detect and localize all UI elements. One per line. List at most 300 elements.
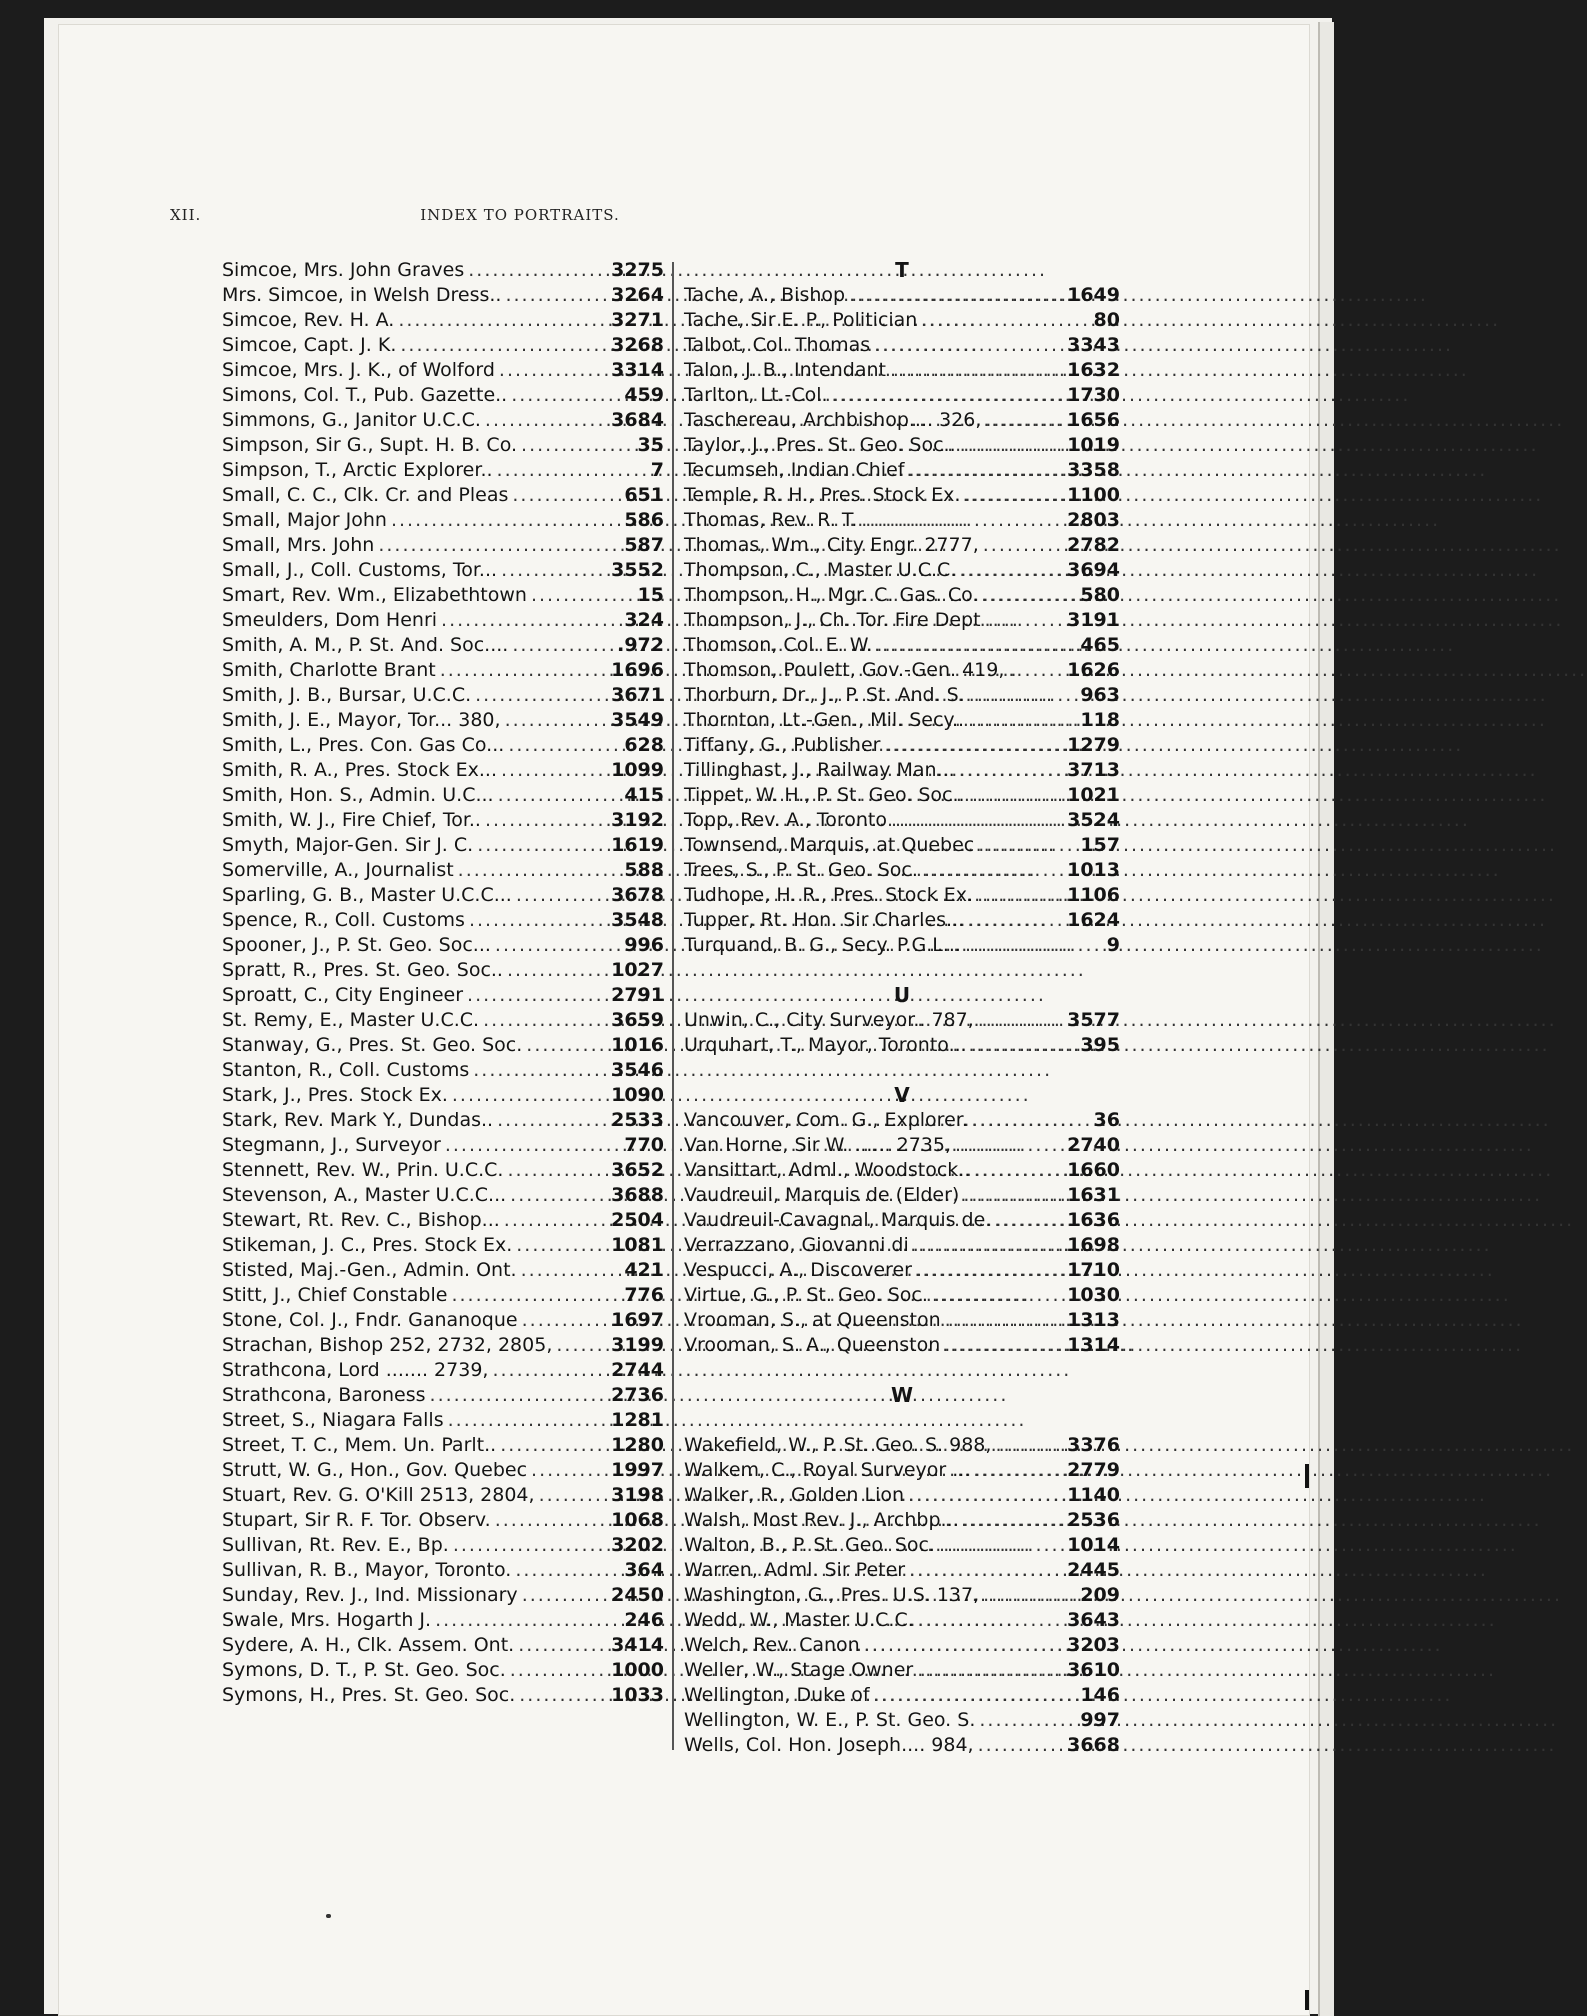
dot-leader <box>448 1408 608 1433</box>
entry-name: Wellington, Duke of <box>684 1684 870 1706</box>
entry-page-number: 3678 <box>611 884 664 906</box>
entry-page-number: 9 <box>1106 934 1120 956</box>
index-entry <box>222 1558 664 1583</box>
entry-name: Simons, Col. T., Pub. Gazette.. <box>222 384 508 406</box>
index-entry <box>672 1108 1120 1133</box>
dot-leader <box>500 1433 607 1458</box>
entry-name: Strachan, Bishop 252, 2732, 2805, <box>222 1334 553 1356</box>
dot-leader <box>539 1483 608 1508</box>
dot-leader <box>522 1583 607 1608</box>
dot-leader <box>473 1058 607 1083</box>
entry-name: Smith, L., Pres. Con. Gas Co... <box>222 734 505 756</box>
entry-name: Small, J., Coll. Customs, Tor... <box>222 559 498 581</box>
index-entry <box>222 1408 664 1433</box>
index-entry <box>222 1533 664 1558</box>
left-column <box>222 258 664 1708</box>
dot-leader <box>849 283 1063 308</box>
index-entry <box>222 958 664 983</box>
index-entry <box>222 808 664 833</box>
dot-leader <box>522 1308 608 1333</box>
dot-leader <box>969 783 1064 808</box>
entry-name: Tecumseh, Indian Chief <box>684 459 905 481</box>
entry-page-number: 996 <box>624 934 664 956</box>
dot-leader <box>526 1033 607 1058</box>
section-gap <box>672 958 1120 983</box>
entry-page-number: 35 <box>637 434 664 456</box>
entry-name: Vespucci, A., Discoverer <box>684 1259 912 1281</box>
index-entry <box>222 283 664 308</box>
entry-name: Wedd, W., Master U.C.C. <box>684 1609 914 1631</box>
entry-page-number: 1656 <box>1067 409 1120 431</box>
dot-leader <box>452 1083 607 1108</box>
entry-page-number: 1696 <box>611 659 664 681</box>
entry-name: Simpson, Sir G., Supt. H. B. Co. <box>222 434 518 456</box>
entry-page-number: 1140 <box>1067 1484 1120 1506</box>
entry-page-number: 1660 <box>1067 1159 1120 1181</box>
index-entry <box>672 383 1120 408</box>
entry-page-number: 3668 <box>1067 1734 1120 1756</box>
index-entry <box>222 883 664 908</box>
index-entry <box>672 1133 1120 1158</box>
entry-page-number: 1013 <box>1067 859 1120 881</box>
dot-leader <box>968 908 1063 933</box>
entry-page-number: 2803 <box>1067 509 1120 531</box>
entry-page-number: 1314 <box>1067 1334 1120 1356</box>
entry-page-number: 3684 <box>611 409 664 431</box>
dot-leader <box>876 633 1076 658</box>
entry-page-number: 3577 <box>1067 1009 1120 1031</box>
index-entry <box>222 408 664 433</box>
entry-page-number: 1030 <box>1067 1284 1120 1306</box>
running-title: INDEX TO PORTRAITS. <box>420 206 620 224</box>
entry-name: Thompson, C., Master U.C.C. <box>684 559 957 581</box>
dot-leader <box>507 1158 607 1183</box>
entry-name: Spence, R., Coll. Customs <box>222 909 465 931</box>
dot-leader <box>968 708 1076 733</box>
index-entry <box>672 1283 1120 1308</box>
dot-leader <box>400 333 607 358</box>
entry-page-number: 1068 <box>611 1509 664 1531</box>
dot-leader <box>995 1208 1063 1233</box>
entry-name: Smith, A. M., P. St. And. Soc.... <box>222 634 509 656</box>
entry-name: Trees, S., P. St. Geo. Soc. <box>684 859 918 881</box>
index-entry <box>222 908 664 933</box>
index-entry <box>672 458 1120 483</box>
index-entry <box>222 1233 664 1258</box>
entry-name: Stevenson, A., Master U.C.C... <box>222 1184 507 1206</box>
entry-page-number: 3268 <box>611 334 664 356</box>
index-entry <box>222 1283 664 1308</box>
entry-name: Talon, J. B., Intendant <box>684 359 886 381</box>
dot-leader <box>467 983 607 1008</box>
index-entry <box>672 1233 1120 1258</box>
index-entry <box>672 308 1120 333</box>
index-entry <box>672 1483 1120 1508</box>
dot-leader <box>505 708 608 733</box>
dot-leader <box>978 833 1076 858</box>
entry-name: Sproatt, C., City Engineer <box>222 984 464 1006</box>
entry-name: Tarlton, Lt.-Col. <box>684 384 828 406</box>
dot-leader <box>960 433 1063 458</box>
entry-page-number: 3199 <box>611 1334 664 1356</box>
dot-leader <box>468 258 607 283</box>
dot-leader <box>495 1508 607 1533</box>
dot-leader <box>485 408 607 433</box>
entry-name: Smart, Rev. Wm., Elizabethtown <box>222 584 527 606</box>
index-entry <box>672 758 1120 783</box>
index-entry <box>672 1208 1120 1233</box>
entry-page-number: 465 <box>1080 634 1120 656</box>
entry-name: Stegmann, J., Surveyor <box>222 1134 441 1156</box>
index-entry <box>222 608 664 633</box>
entry-name: Street, T. C., Mem. Un. Parlt.. <box>222 1434 497 1456</box>
entry-name: Stanton, R., Coll. Customs <box>222 1059 470 1081</box>
section-gap <box>672 1058 1120 1083</box>
entry-name: Tache, A., Bishop <box>684 284 846 306</box>
dot-leader <box>965 933 1103 958</box>
dot-leader <box>469 908 607 933</box>
index-entry <box>672 708 1120 733</box>
entry-page-number: 1632 <box>1067 359 1120 381</box>
entry-page-number: 146 <box>1080 1684 1120 1706</box>
entry-name: St. Remy, E., Master U.C.C. <box>222 1009 480 1031</box>
dot-leader <box>507 958 607 983</box>
index-entry <box>222 1258 664 1283</box>
dot-leader <box>955 1133 1063 1158</box>
dot-leader <box>874 1683 1077 1708</box>
entry-page-number: 1281 <box>611 1409 664 1431</box>
index-entry <box>222 1158 664 1183</box>
dot-leader <box>441 608 620 633</box>
entry-page-number: 209 <box>1080 1584 1120 1606</box>
index-entry <box>672 783 1120 808</box>
entry-page-number: 3198 <box>611 1484 664 1506</box>
index-entry <box>222 258 664 283</box>
index-entry <box>222 1508 664 1533</box>
dot-leader <box>972 1108 1090 1133</box>
index-entry <box>672 808 1120 833</box>
entry-name: Stennett, Rev. W., Prin. U.C.C. <box>222 1159 504 1181</box>
index-entry <box>672 508 1120 533</box>
index-entry <box>222 333 664 358</box>
index-entry <box>672 633 1120 658</box>
entry-page-number: 118 <box>1080 709 1120 731</box>
entry-page-number: 3191 <box>1067 609 1120 631</box>
entry-page-number: 3688 <box>611 1184 664 1206</box>
entry-name: Talbot, Col. Thomas <box>684 334 871 356</box>
dot-leader <box>916 1258 1063 1283</box>
scan-mark <box>1305 1990 1309 2010</box>
entry-page-number: 415 <box>624 784 664 806</box>
entry-page-number: 7 <box>650 459 664 481</box>
entry-page-number: 3659 <box>611 1009 664 1031</box>
index-entry <box>672 833 1120 858</box>
entry-page-number: 1697 <box>611 1309 664 1331</box>
dot-leader <box>918 1608 1063 1633</box>
entry-page-number: 587 <box>624 534 664 556</box>
entry-name: Stisted, Maj.-Gen., Admin. Ont. <box>222 1259 517 1281</box>
entry-name: Stitt, J., Chief Constable <box>222 1284 448 1306</box>
dot-leader <box>483 1008 607 1033</box>
dot-leader <box>378 533 620 558</box>
dot-leader <box>939 1533 1063 1558</box>
index-entry <box>672 1733 1120 1758</box>
dot-leader <box>475 683 607 708</box>
entry-page-number: 1027 <box>611 959 664 981</box>
index-entry <box>672 1033 1120 1058</box>
index-entry <box>672 1508 1120 1533</box>
entry-page-number: 1081 <box>611 1234 664 1256</box>
entry-name: Urquhart, T., Mayor, Toronto... <box>684 1034 967 1056</box>
entry-name: Vansittart, Adml., Woodstock.. <box>684 1159 971 1181</box>
index-entry <box>222 1133 664 1158</box>
entry-name: Small, Mrs. John <box>222 534 375 556</box>
entry-name: Strathcona, Lord ....... 2739, <box>222 1359 489 1381</box>
index-entry <box>222 1583 664 1608</box>
index-entry <box>222 1008 664 1033</box>
dot-leader <box>453 1533 607 1558</box>
dot-leader <box>945 1308 1063 1333</box>
entry-page-number: 3694 <box>1067 559 1120 581</box>
dot-leader <box>864 1633 1063 1658</box>
entry-name: Thomson, Col. E. W. <box>684 634 873 656</box>
dot-leader <box>440 658 607 683</box>
entry-name: Smith, W. J., Fire Chief, Tor.. <box>222 809 481 831</box>
entry-page-number: 3376 <box>1067 1434 1120 1456</box>
entry-page-number: 1698 <box>1067 1234 1120 1256</box>
index-entry <box>672 1708 1120 1733</box>
index-entry <box>672 408 1120 433</box>
entry-page-number: 586 <box>624 509 664 531</box>
index-entry <box>222 683 664 708</box>
entry-page-number: 628 <box>624 734 664 756</box>
v-entries <box>672 1108 1120 1358</box>
entry-page-number: 246 <box>624 1609 664 1631</box>
entry-page-number: 1000 <box>611 1659 664 1681</box>
dot-leader <box>505 283 607 308</box>
index-entry <box>222 858 664 883</box>
dot-leader <box>430 1383 608 1408</box>
dot-leader <box>510 1183 607 1208</box>
entry-name: Stikeman, J. C., Pres. Stock Ex. <box>222 1234 513 1256</box>
entry-name: Stanway, G., Pres. St. Geo. Soc. <box>222 1034 523 1056</box>
index-entry <box>222 383 664 408</box>
index-entry <box>672 1633 1120 1658</box>
index-entry <box>222 1033 664 1058</box>
dot-leader <box>969 683 1077 708</box>
entry-page-number: 3643 <box>1067 1609 1120 1631</box>
dot-leader <box>519 1683 607 1708</box>
entry-name: Wells, Col. Hon. Joseph.... 984, <box>684 1734 974 1756</box>
entry-name: Spooner, J., P. St. Geo. Soc... <box>222 934 491 956</box>
index-entry <box>672 1183 1120 1208</box>
u-entries <box>672 1008 1120 1058</box>
entry-name: Walkem, C., Royal Surveyor ... <box>684 1459 971 1481</box>
entry-name: Thomas, Rev. R. T. <box>684 509 858 531</box>
entry-name: Tache, Sir E. P., Politician <box>684 309 918 331</box>
entry-name: Stark, Rev. Mark Y., Dundas.. <box>222 1109 494 1131</box>
entry-name: Simmons, G., Janitor U.C.C. <box>222 409 481 431</box>
index-entry <box>672 283 1120 308</box>
dot-leader <box>391 508 620 533</box>
entry-page-number: 2791 <box>611 984 664 1006</box>
entry-page-number: 1019 <box>1067 434 1120 456</box>
dot-leader <box>995 1433 1063 1458</box>
entry-page-number: 1106 <box>1067 884 1120 906</box>
entry-name: Smith, Hon. S., Admin. U.C... <box>222 784 494 806</box>
entry-name: Sydere, A. H., Clk. Assem. Ont. <box>222 1634 515 1656</box>
w-entries <box>672 1433 1120 1758</box>
entry-name: Wakefield, W., P. St. Geo. S. 988, <box>684 1434 992 1456</box>
entry-page-number: 3713 <box>1067 759 1120 781</box>
entry-page-number: 3546 <box>611 1059 664 1081</box>
entry-page-number: 651 <box>624 484 664 506</box>
index-entry <box>222 483 664 508</box>
entry-page-number: 963 <box>1080 684 1120 706</box>
t-entries <box>672 283 1120 958</box>
entry-page-number: 1280 <box>611 1434 664 1456</box>
entry-name: Vancouver, Com. G., Explorer. <box>684 1109 968 1131</box>
entry-page-number: 3203 <box>1067 1634 1120 1656</box>
entry-page-number: 3552 <box>611 559 664 581</box>
entry-name: Welch, Rev. Canon <box>684 1634 860 1656</box>
index-entry <box>672 908 1120 933</box>
entry-page-number: 1100 <box>1067 484 1120 506</box>
entry-name: Smith, J. B., Bursar, U.C.C. <box>222 684 472 706</box>
entry-name: Temple, R. H., Pres. Stock Ex. <box>684 484 961 506</box>
dot-leader <box>521 1258 621 1283</box>
dot-leader <box>516 1233 607 1258</box>
index-entry <box>222 708 664 733</box>
dot-leader <box>504 1208 607 1233</box>
dot-leader <box>498 783 621 808</box>
entry-page-number: 1014 <box>1067 1534 1120 1556</box>
dot-leader <box>978 1008 1063 1033</box>
section-gap <box>672 1358 1120 1383</box>
index-entry <box>222 1483 664 1508</box>
entry-page-number: 3524 <box>1067 809 1120 831</box>
entry-page-number: 3548 <box>611 909 664 931</box>
index-entry <box>222 583 664 608</box>
entry-page-number: 2782 <box>1067 534 1120 556</box>
entry-page-number: 3358 <box>1067 459 1120 481</box>
dot-leader <box>435 1608 620 1633</box>
dot-leader <box>922 858 1063 883</box>
entry-name: Spratt, R., Pres. St. Geo. Soc.. <box>222 959 503 981</box>
index-entry <box>672 358 1120 383</box>
entry-page-number: 157 <box>1080 834 1120 856</box>
entry-name: Taylor, J., Pres. St. Geo. Soc.. <box>684 434 956 456</box>
section-letter-u: U <box>893 983 911 1007</box>
entry-name: Taschereau, Archbishop.... 326, <box>684 409 982 431</box>
entry-page-number: 3549 <box>611 709 664 731</box>
entry-page-number: .972 <box>617 634 664 656</box>
index-entry <box>222 358 664 383</box>
entry-page-number: 1313 <box>1067 1309 1120 1331</box>
right-column <box>672 258 1120 1758</box>
dot-leader <box>908 1483 1063 1508</box>
entry-page-number: 1710 <box>1067 1259 1120 1281</box>
entry-page-number: 2736 <box>611 1384 664 1406</box>
dot-leader <box>451 1283 620 1308</box>
index-entry <box>222 508 664 533</box>
entry-page-number: 1619 <box>611 834 664 856</box>
dot-leader <box>908 458 1063 483</box>
entry-page-number: 1624 <box>1067 909 1120 931</box>
entry-name: Thornton, Lt.-Gen., Mil. Secy.. <box>684 709 965 731</box>
index-entry <box>222 733 664 758</box>
entry-page-number: 80 <box>1093 309 1120 331</box>
entry-page-number: 776 <box>624 1284 664 1306</box>
index-entry <box>222 533 664 558</box>
entry-name: Simcoe, Capt. J. K. <box>222 334 397 356</box>
entry-name: Tillinghast, J., Railway Man... <box>684 759 955 781</box>
entry-page-number: 3414 <box>611 1634 664 1656</box>
entry-name: Stewart, Rt. Rev. C., Bishop... <box>222 1209 500 1231</box>
dot-leader <box>913 1233 1063 1258</box>
entry-name: Smith, Charlotte Brant <box>222 659 436 681</box>
index-entry <box>222 1308 664 1333</box>
entry-name: Smyth, Major-Gen. Sir J. C. <box>222 834 474 856</box>
index-entry <box>672 858 1120 883</box>
entry-page-number: 395 <box>1080 1034 1120 1056</box>
page-folio: XII. <box>170 206 202 224</box>
page-header <box>170 206 870 232</box>
entry-name: Strutt, W. G., Hon., Gov. Quebec <box>222 1459 528 1481</box>
entry-name: Weller, W., Stage Owner <box>684 1659 914 1681</box>
entry-name: Thomas, Wm., City Engr. 2777, <box>684 534 979 556</box>
dot-leader <box>512 633 613 658</box>
dot-leader <box>511 383 620 408</box>
dot-leader <box>501 558 607 583</box>
index-entry <box>672 1683 1120 1708</box>
entry-page-number: 1099 <box>611 759 664 781</box>
entry-page-number: 1279 <box>1067 734 1120 756</box>
dot-leader <box>521 433 634 458</box>
entry-page-number: 3275 <box>611 259 664 281</box>
entry-name: Turquand, B. G., Secy. P.G.L... <box>684 934 961 956</box>
dot-leader <box>985 608 1064 633</box>
dot-leader <box>1008 658 1063 683</box>
index-entry <box>222 1383 664 1408</box>
entry-page-number: 2450 <box>611 1584 664 1606</box>
entry-name: Stupart, Sir R. F. Tor. Observ. <box>222 1509 491 1531</box>
entry-name: Simcoe, Mrs. J. K., of Wolford <box>222 359 495 381</box>
dot-leader <box>495 933 620 958</box>
index-entry <box>672 433 1120 458</box>
entry-name: Smith, R. A., Pres. Stock Ex... <box>222 759 497 781</box>
entry-page-number: 3343 <box>1067 334 1120 356</box>
entry-page-number: 1626 <box>1067 659 1120 681</box>
dot-leader <box>963 1183 1063 1208</box>
index-entry <box>222 783 664 808</box>
entry-name: Strathcona, Baroness <box>222 1384 426 1406</box>
entry-page-number: 588 <box>624 859 664 881</box>
index-entry <box>222 308 664 333</box>
entry-name: Thompson, J., Ch. Tor. Fire Dept <box>684 609 981 631</box>
index-entry <box>222 933 664 958</box>
index-entry <box>222 1683 664 1708</box>
entry-name: Thorburn, Dr., J., P. St. And. S. <box>684 684 965 706</box>
index-entry <box>222 433 664 458</box>
dot-leader <box>964 483 1063 508</box>
dot-leader <box>890 358 1063 383</box>
dot-leader <box>944 1333 1063 1358</box>
entry-name: Wellington, W. E., P. St. Geo. S. <box>684 1709 976 1731</box>
dot-leader <box>531 583 634 608</box>
entry-name: Simpson, T., Arctic Explorer.. <box>222 459 493 481</box>
entry-name: Stone, Col. J., Fndr. Gananoque <box>222 1309 518 1331</box>
